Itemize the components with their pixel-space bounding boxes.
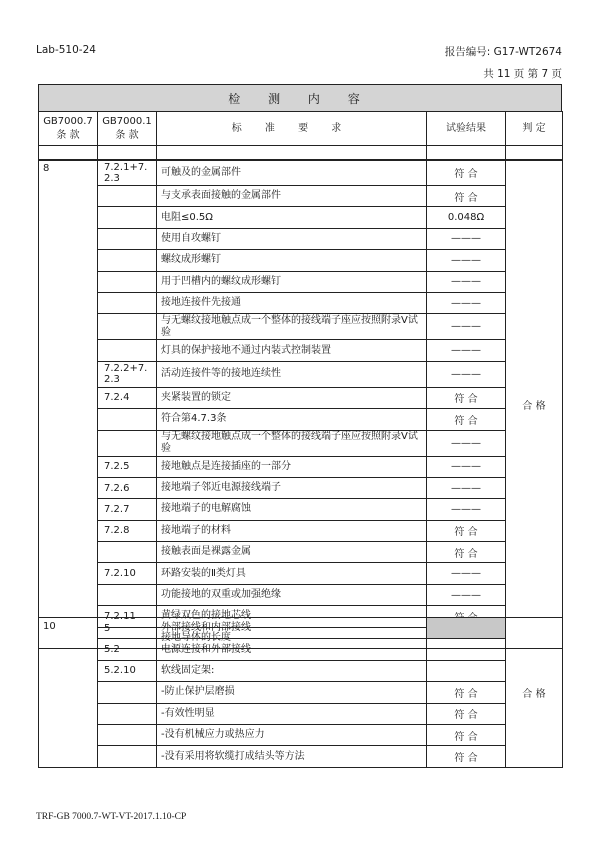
requirement-text: 螺纹成形螺钉 [157,250,427,271]
result-cell: ——— [427,314,506,340]
requirement-text: 功能接地的双重或加强绝缘 [157,584,427,605]
table-row [39,250,563,271]
result-cell: 符 合 [427,387,506,408]
requirement-text: 符合第4.7.3条 [157,409,427,430]
table-row [39,409,563,430]
requirement-text: 电源连接和外部接线 [157,639,427,660]
clause-gb7000-1 [98,542,157,563]
table-row [39,682,563,703]
table-row [39,584,563,605]
table-row [39,430,563,456]
result-cell: ——— [427,340,506,361]
col-header-result: 试验结果 [427,112,506,146]
clause-gb7000-1: 7.2.10 [98,563,157,584]
requirement-text: 接地连接件先接通 [157,292,427,313]
table-row [39,160,563,186]
table-row [39,314,563,340]
clause-gb7000-1: 5.2.10 [98,660,157,681]
clause-gb7000-1 [98,207,157,228]
result-cell: ——— [427,250,506,271]
lab-code: Lab-510-24 [36,44,96,56]
clause-gb7000-1 [98,314,157,340]
clause-gb7000-1 [98,409,157,430]
result-cell: 符 合 [427,724,506,745]
table-row [39,724,563,745]
clause-gb7000-1 [98,292,157,313]
result-cell [427,618,506,639]
clause-gb7000-1 [98,724,157,745]
requirement-text: 与无螺纹接地触点成一个整体的接线端子座应按照附录V试验 [157,430,427,456]
requirement-text: 接地端子的材料 [157,520,427,541]
clause-gb7000-1: 7.2.2+7.2.3 [98,361,157,387]
clause-gb7000-7: 8 [39,160,98,649]
clause-gb7000-1 [98,340,157,361]
form-code: TRF-GB 7000.7-WT-VT-2017.1.10-CP [36,812,187,822]
requirement-text: -没有采用将软缆打成结头等方法 [157,746,427,767]
result-cell: 符 合 [427,746,506,767]
verdict-cell: 合 格 [506,618,563,768]
table-row [39,660,563,681]
table-title: 检 测 内 容 [39,85,562,112]
page-info: 共 11 页 第 7 页 [483,68,562,80]
table-row [39,228,563,249]
clause-gb7000-1: 7.2.5 [98,456,157,477]
result-cell: ——— [427,563,506,584]
col-header-requirement: 标 准 要 求 [157,112,427,146]
result-cell: ——— [427,584,506,605]
clause-gb7000-1: 7.2.8 [98,520,157,541]
result-cell [427,639,506,660]
table-row [39,520,563,541]
requirement-text: 接触表面是裸露金属 [157,542,427,563]
verdict-cell: 合 格 [506,160,563,649]
result-cell: ——— [427,361,506,387]
table-row [39,639,563,660]
col-header-gb7000-1: GB7000.1 条 款 [98,112,157,146]
clause-gb7000-1 [98,250,157,271]
requirement-text: 灯具的保护接地不通过内装式控制装置 [157,340,427,361]
clause-gb7000-1: 7.2.6 [98,477,157,498]
requirement-text: 可触及的金属部件 [157,160,427,186]
requirement-text: 与支承表面接触的金属部件 [157,186,427,207]
result-cell: 符 合 [427,682,506,703]
result-cell: ——— [427,228,506,249]
table-row [39,361,563,387]
table-row [39,746,563,767]
table-row [39,387,563,408]
column-header-table [38,111,563,161]
table-row [39,499,563,520]
result-cell: 符 合 [427,542,506,563]
table-row [39,563,563,584]
requirement-text: 软线固定架: [157,660,427,681]
table-row [39,703,563,724]
clause-gb7000-1 [98,228,157,249]
result-cell: ——— [427,271,506,292]
table-row [39,340,563,361]
table-row [39,618,563,639]
col-header-verdict: 判 定 [506,112,563,146]
col-header-gb7000-7: GB7000.7 条 款 [39,112,98,146]
table-row [39,271,563,292]
table-row [39,477,563,498]
requirement-text: 接地端子邻近电源接线端子 [157,477,427,498]
requirement-text: 外部接线和内部接线 [157,618,427,639]
result-cell: ——— [427,499,506,520]
table-row [39,186,563,207]
section-10-table [38,617,563,768]
result-cell: 符 合 [427,520,506,541]
requirement-text: -防止保护层磨损 [157,682,427,703]
clause-gb7000-1: 7.2.7 [98,499,157,520]
result-cell: ——— [427,456,506,477]
result-cell: ——— [427,292,506,313]
requirement-text: 接地端子的电解腐蚀 [157,499,427,520]
section-8-table [38,159,563,649]
requirement-text: -有效性明显 [157,703,427,724]
clause-gb7000-1: 7.2.11 [98,606,157,627]
clause-gb7000-1 [98,430,157,456]
requirement-text: 黄绿双色的接地芯线 [157,606,427,627]
clause-gb7000-1 [98,584,157,605]
result-cell: 符 合 [427,409,506,430]
result-cell [427,660,506,681]
clause-gb7000-1 [98,186,157,207]
report-number: 报告编号: G17-WT2674 [444,46,562,58]
requirement-text: 接地导体的长度 [157,627,427,648]
clause-gb7000-1 [98,703,157,724]
requirement-text: 活动连接件等的接地连续性 [157,361,427,387]
requirement-text: 夹紧装置的锁定 [157,387,427,408]
result-cell: 符 合 [427,703,506,724]
title-table [38,84,562,112]
table-row [39,292,563,313]
requirement-text: 接地触点是连接插座的一部分 [157,456,427,477]
result-cell: 符 合 [427,186,506,207]
table-row [39,207,563,228]
clause-gb7000-1: 5 [98,618,157,639]
clause-gb7000-1: 5.2 [98,639,157,660]
requirement-text: 环路安装的Ⅱ类灯具 [157,563,427,584]
requirement-text: 使用自攻螺钉 [157,228,427,249]
table-row [39,542,563,563]
clause-gb7000-1: 7.2.1+7.2.3 [98,160,157,186]
clause-gb7000-1 [98,746,157,767]
result-cell: 0.048Ω [427,207,506,228]
table-row [39,456,563,477]
clause-gb7000-1 [98,271,157,292]
requirement-text: 用于凹槽内的螺纹成形螺钉 [157,271,427,292]
requirement-text: 电阻≤0.5Ω [157,207,427,228]
requirement-text: -没有机械应力或热应力 [157,724,427,745]
result-cell: 符 合 [427,160,506,186]
clause-gb7000-7: 10 [39,618,98,768]
result-cell: ——— [427,430,506,456]
clause-gb7000-1: 7.2.4 [98,387,157,408]
clause-gb7000-1 [98,682,157,703]
requirement-text: 与无螺纹接地触点成一个整体的接线端子座应按照附录V试验 [157,314,427,340]
result-cell: ——— [427,477,506,498]
